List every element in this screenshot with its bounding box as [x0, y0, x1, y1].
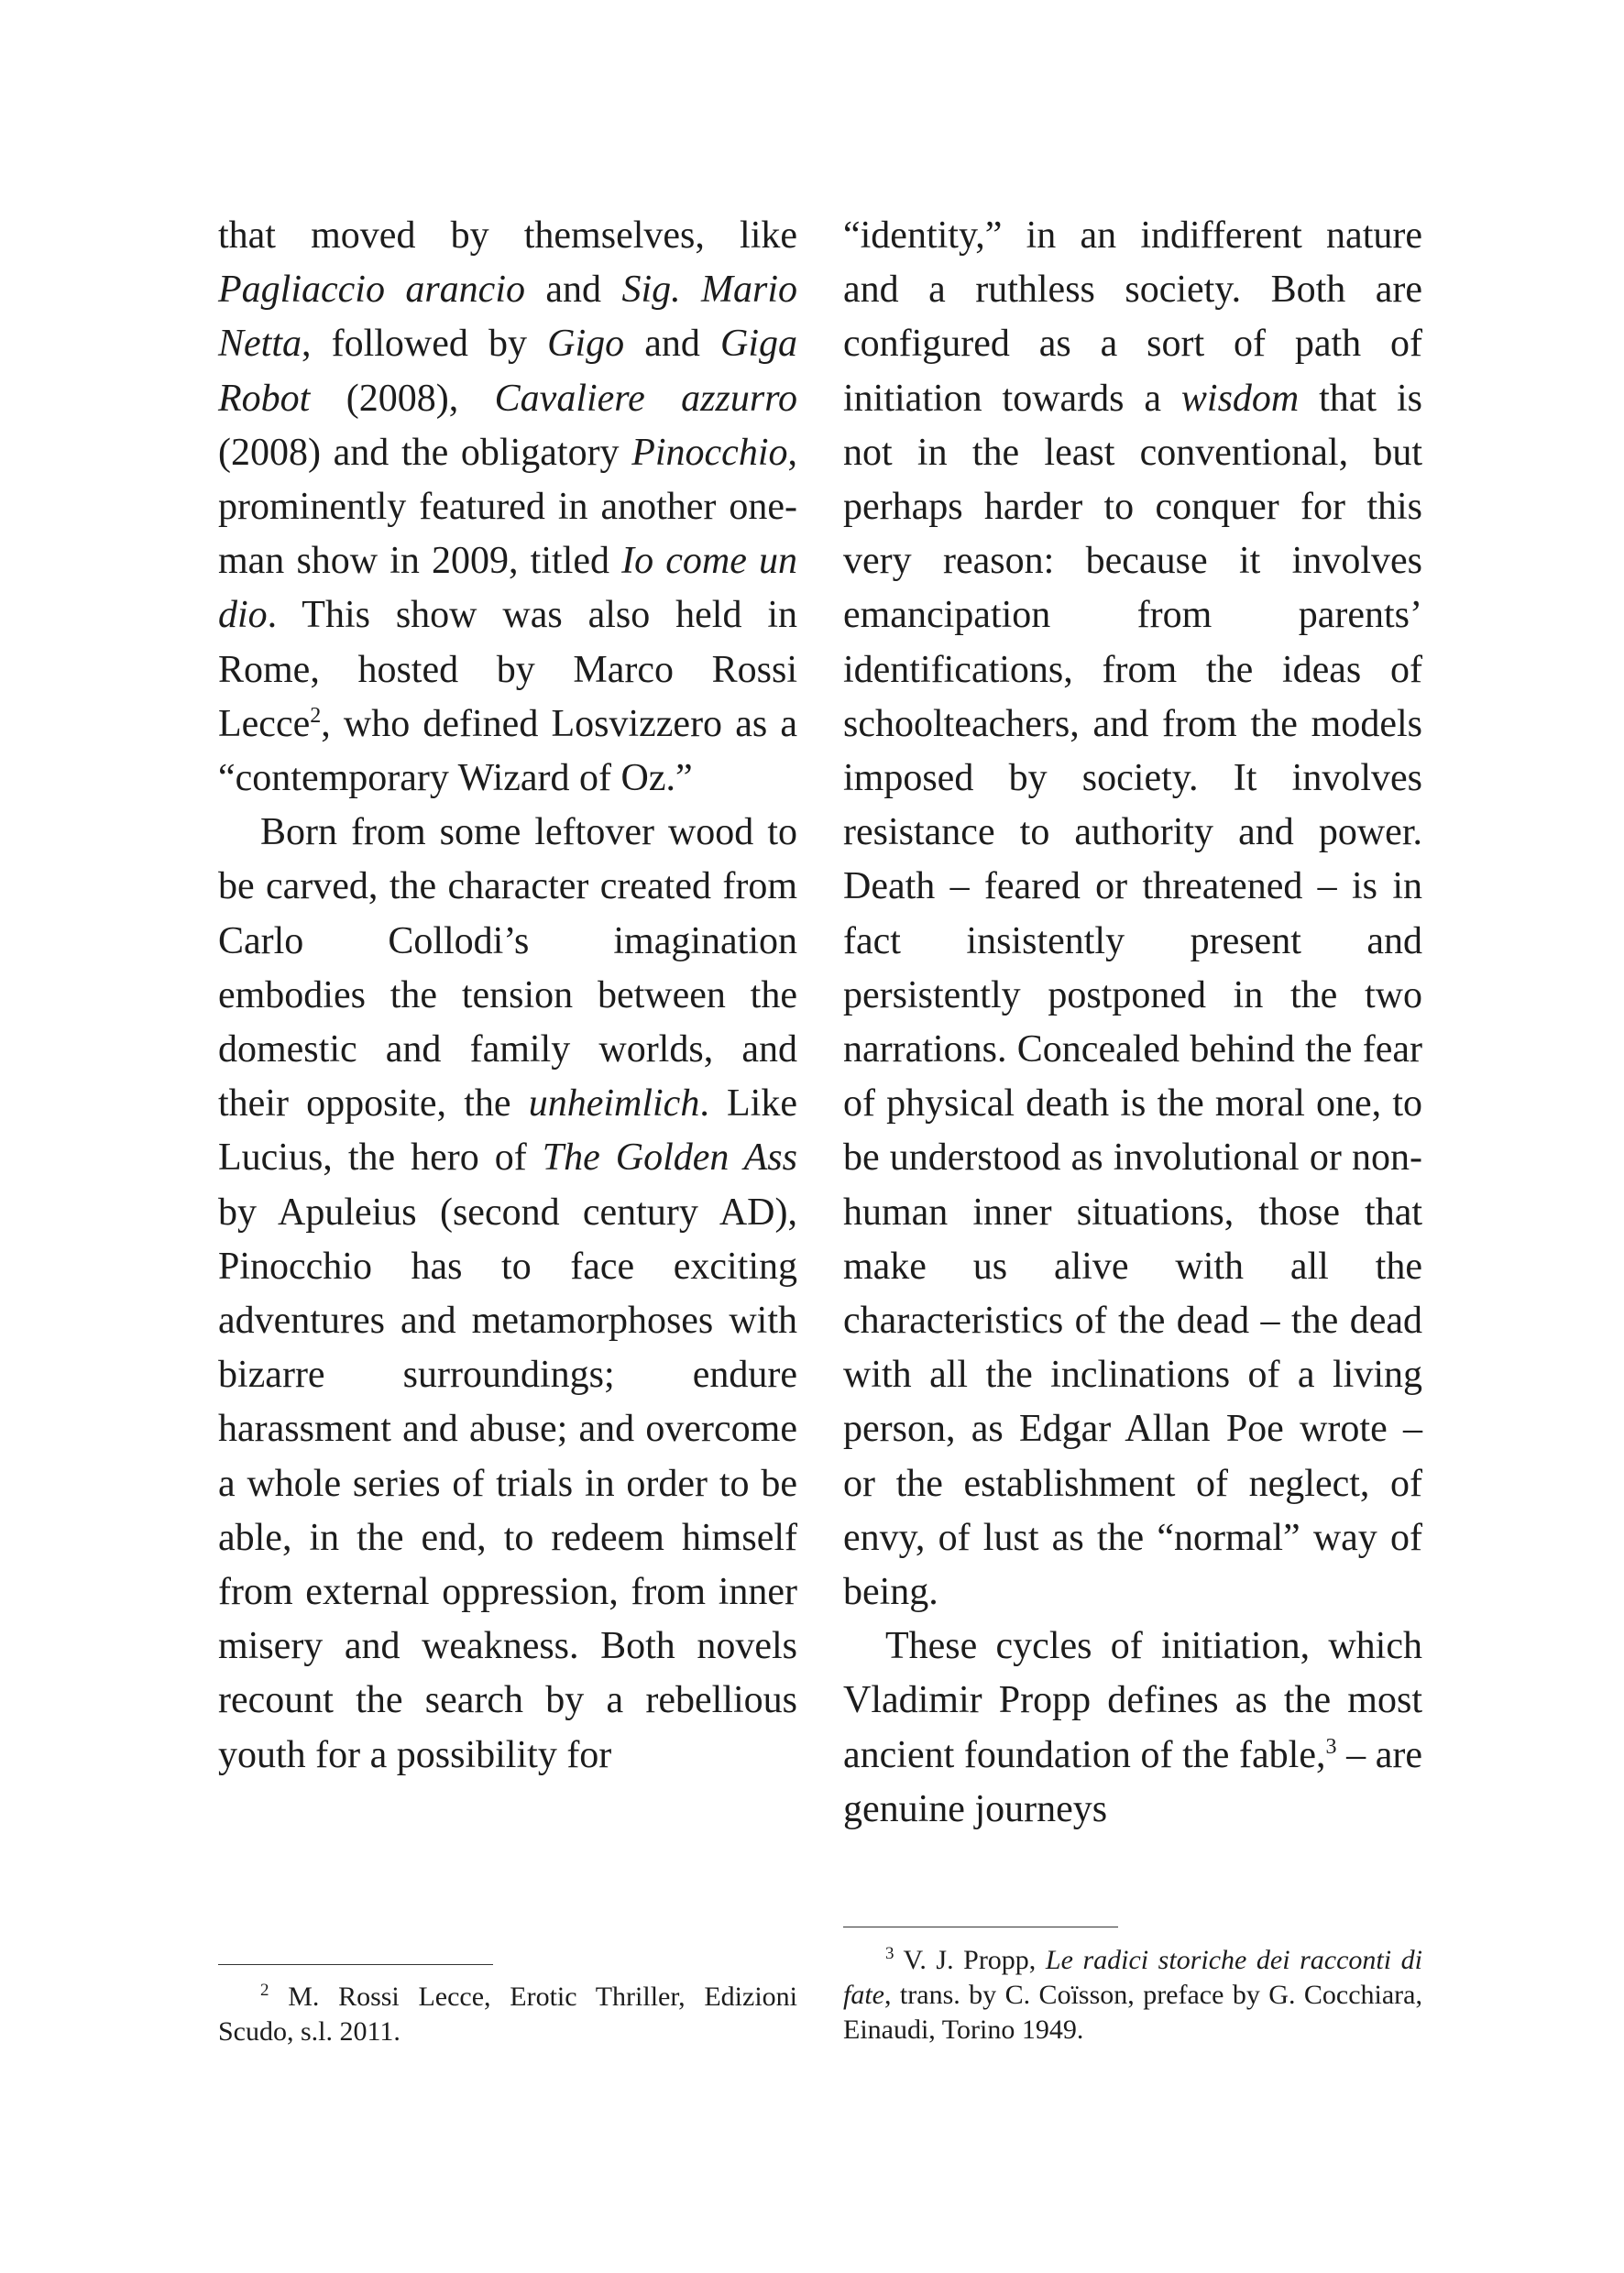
text-run: that is not in the least conventional, but perhaps harder to conquer for this very reason: because it involves emancipation from parents’ identifications, from the ideas of schoolteachers, and from the models imposed by society. It involves resistance to authority and power. Death – feared or threatened – is in fact insistently present and persistently postponed in the two narrations. Concealed behind the fear of physical death is the moral one, to be understood as involutional or non-human inner situations, those that make us alive with all the characteristics of the dead – the dead with all the inclinations of a living person, as Edgar Allan Poe wrote – or the establishment of neglect, of envy, of lust as the “normal” way of being.: [843, 377, 1422, 1614]
italic-title: Cavaliere azzurro: [494, 377, 797, 420]
text-run: , followed by: [302, 323, 548, 366]
italic-title: Pagliaccio arancio: [218, 269, 525, 312]
text-run: , who defined Losvizzero as a “contemporary Wizard of Oz.”: [218, 702, 797, 800]
italic-title: Io come un dio: [218, 540, 797, 637]
footnote-3: [843, 1943, 1422, 2048]
text-run: “identity,” in an indifferent nature and a ruthless society. Both are configured as a sort of path of initiation towards a: [843, 214, 1422, 420]
text-run: and: [624, 323, 720, 366]
footnote-reference: 2: [310, 703, 322, 728]
left-paragraph-2: [218, 806, 797, 1783]
right-paragraph-2: [843, 1620, 1422, 1837]
text-run: These cycles of initiation, which Vladimir Propp defines as the most ancient foundation of the fable,: [843, 1625, 1422, 1776]
footnote-text: , trans. by C. Coïsson, preface by G. Cocchiara, Einaudi, Torino 1949.: [843, 1980, 1422, 2045]
footnote-reference: 3: [1325, 1734, 1337, 1759]
text-run: , prominently featured in another one-man show in 2009, titled: [218, 431, 797, 583]
italic-title: Sig. Mario Netta: [218, 269, 797, 366]
footnote-2: [218, 1980, 797, 2049]
footnote-mark: 2: [260, 1981, 269, 2000]
text-run: (2008),: [310, 377, 495, 420]
italic-term: unheimlich: [528, 1082, 700, 1126]
left-column: [218, 209, 797, 1783]
italic-title: Giga Robot: [218, 323, 797, 420]
left-paragraph-1: [218, 209, 797, 806]
text-run: . Like Lucius, the hero of: [218, 1082, 797, 1180]
text-run: by Apuleius (second century AD), Pinocchio has to face exciting adventures and metamorphoses with bizarre surroundings; endure harassment and abuse; and overcome a whole series of trials in order to be able, in the end, to redeem himself from external oppression, from inner misery and weakness. Both novels recount the search by a rebellious youth for a possibility for: [218, 1191, 797, 1776]
italic-title: The Golden Ass: [542, 1136, 797, 1180]
text-run: . This show was also held in Rome, hosted by Marco Rossi Lecce: [218, 594, 797, 745]
italic-term: wisdom: [1180, 377, 1300, 420]
italic-title: Gigo: [547, 323, 625, 366]
text-run: Born from some leftover wood to be carved, the character created from Carlo Collodi’s imagination embodies the tension between the domestic and family worlds, and their opposite, the: [218, 811, 797, 1126]
footnote-text: V. J. Propp,: [894, 1945, 1046, 1975]
text-run: – are genuine journeys: [843, 1733, 1422, 1830]
right-column: [843, 209, 1422, 1837]
footnote-italic-title: Le radici storiche dei racconti di fate: [843, 1945, 1423, 2010]
footnote-text: M. Rossi Lecce, Erotic Thriller, Edizioni Scudo, s.l. 2011.: [218, 1982, 797, 2047]
text-run: (2008) and the obligatory: [218, 431, 632, 474]
footnote-mark: 3: [885, 1944, 894, 1963]
footnote-separator-left: [218, 1964, 493, 1965]
text-run: that moved by themselves, like: [218, 214, 797, 257]
text-run: and: [525, 269, 622, 312]
right-paragraph-1: [843, 209, 1422, 1620]
italic-title: Pinocchio: [631, 431, 788, 474]
